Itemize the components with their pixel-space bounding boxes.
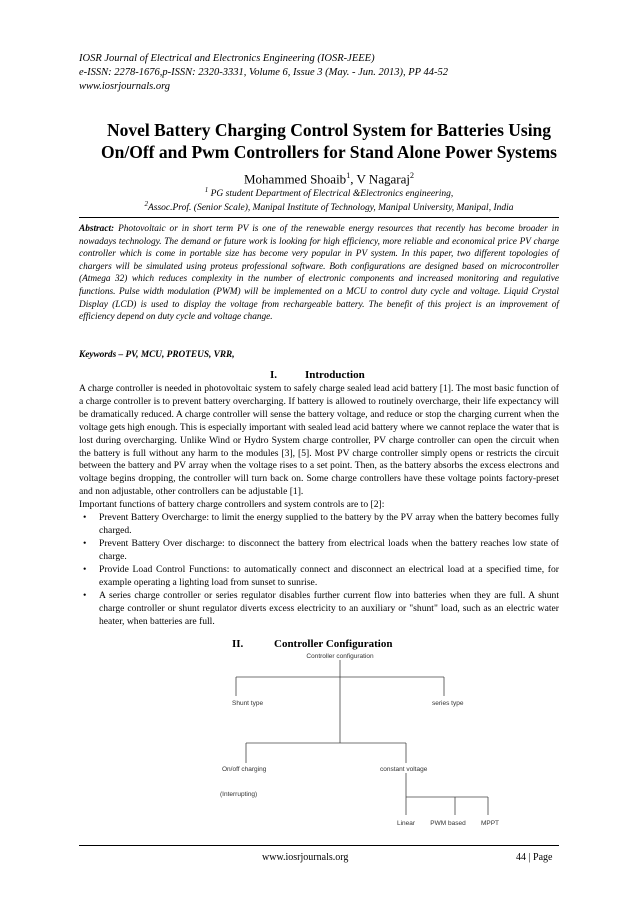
diagram-shunt-label: Shunt type (232, 700, 264, 707)
affiliation-1-text: PG student Department of Electrical &Electronics engineering, (208, 189, 454, 200)
list-item (79, 538, 559, 564)
diagram-connectors (236, 660, 488, 815)
affiliation-2 (79, 198, 579, 215)
diagram-series-label: series type (432, 700, 464, 707)
page-number: 44 | Page (516, 852, 553, 863)
diagram-interrupting-label: (Interrupting) (220, 791, 258, 798)
bullet-3-text: Provide Load Control Functions: to automatically connect and disconnect an electrical load at a specified time, for example operating a lighting load from sunset to sunrise. (99, 564, 559, 588)
section-2-number: II. (232, 638, 244, 650)
keywords: Keywords – PV, MCU, PROTEUS, VRR, (79, 350, 235, 360)
affiliation-2-sup: 2 (144, 200, 148, 208)
diagram-onoff-label: On/off charging (222, 766, 267, 773)
section-2-title: Controller Configuration (274, 638, 393, 650)
diagram-mppt-label: MPPT (480, 820, 500, 827)
bullet-2-text: Prevent Battery Over discharge: to disconnect the battery from electrical loads when the battery reaches low state of charge. (99, 538, 559, 562)
bullet-2-symbol: • (83, 538, 87, 549)
list-item (79, 590, 559, 629)
author-1: Mohammed Shoaib (244, 171, 347, 187)
diagram-root-label: Controller configuration (306, 653, 374, 660)
bullet-1-symbol: • (83, 512, 87, 523)
paper-title-line-2: On/Off and Pwm Controllers for Stand Alone Power Systems (101, 142, 557, 162)
bullet-3-symbol: • (83, 564, 87, 575)
issn-line: e-ISSN: 2278-1676,p-ISSN: 2320-3331, Volume 6, Issue 3 (May. - Jun. 2013), PP 44-52 (79, 67, 448, 78)
bullet-1-text: Prevent Battery Overcharge: to limit the energy supplied to the battery by the PV array when the battery becomes fully charged. (99, 512, 559, 536)
bullet-4-text: A series charge controller or series regulator disables further current flow into batteries when they are full. A shunt charge controller or shunt regulator diverts excess electricity to an auxiliary or "shunt" load, such as an electric water heater, when batteries are full. (99, 590, 559, 627)
list-item (79, 564, 559, 590)
affiliation-2-text: Assoc.Prof. (Senior Scale), Manipal Institute of Technology, Manipal University, Manipal, India (147, 203, 514, 214)
journal-name: IOSR Journal of Electrical and Electronics Engineering (IOSR-JEEE) (79, 53, 375, 64)
bullet-4-symbol: • (83, 590, 87, 601)
author-2-sup: 2 (410, 171, 414, 180)
diagram-linear-label: Linear (396, 820, 416, 827)
footer-rule (79, 845, 559, 846)
abstract-rule (79, 217, 559, 218)
intro-paragraph: A charge controller is needed in photovoltaic system to safely charge sealed lead acid battery [1]. The most basic function of a charge controller is to prevent battery overcharging. If battery is allowed to routinely overcharge, their life expectancy will be dramatically reduced. A charge controller will sense the battery voltage, and reduce or stop the charging current when the voltage gets high enough. This is especially important with sealed lead acid battery where we cannot replace the water that is lost during overcharging. Unlike Wind or Hydro System charge controller, PV charge controller can open the circuit when the battery is full without any harm to the modules [3], [5]. Most PV charge controller simply opens or restricts the circuit between the battery and PV array when the voltage rises to a set point. Then, as the battery absorbs the excess electrons and voltage begins dropping, the controller will turn back on. Some charge controllers have these voltage points factory-preset and non adjustable, other controllers can be adjustable [1]. (79, 383, 559, 498)
author-1-sup: 1 (346, 171, 351, 180)
diagram-constant-label: constant voltage (380, 766, 428, 773)
diagram-pwm-label: PWM based (430, 820, 466, 827)
author-2: V Nagaraj (356, 171, 410, 187)
list-item (79, 512, 559, 538)
abstract-label: Abstract: (79, 224, 115, 234)
section-1-number: I. (270, 369, 278, 381)
section-1-title: Introduction (305, 369, 365, 381)
abstract-text: Photovoltaic or in short term PV is one of the renewable energy resources that recently has become broader in nowadays technology. The demand or future work is looking for high efficiency, more reliable and economical price PV charge controller which is come in portable size has become very popular in PV system. In this paper, two different topologies of chargers will be simulated using proteus professional software. Both configurations are designed based on microcontroller (Atmega 32) which reduces complexity in the number of electronic components and increased monitoring and regulative functions. Pulse width modulation (PWM) will be implemented on a MCU to control duty cycle and voltage. Liquid Crystal Display (LCD) is used to display the voltage from rechargeable battery. The benefit of this project is an improvement of efficiency depend on duty cycle and voltage change. (79, 224, 559, 323)
functions-intro: Important functions of battery charge controllers and system controls are to [2]: (79, 499, 385, 510)
footer-site: www.iosrjournals.org (262, 852, 349, 863)
controller-configuration-diagram (200, 651, 540, 831)
paper-title-line-1: Novel Battery Charging Control System for Batteries Using (106, 120, 552, 140)
author-sep: , (350, 171, 357, 187)
abstract (79, 223, 559, 324)
journal-site: www.iosrjournals.org (79, 81, 171, 92)
affiliation-1-sup: 1 (204, 186, 209, 194)
